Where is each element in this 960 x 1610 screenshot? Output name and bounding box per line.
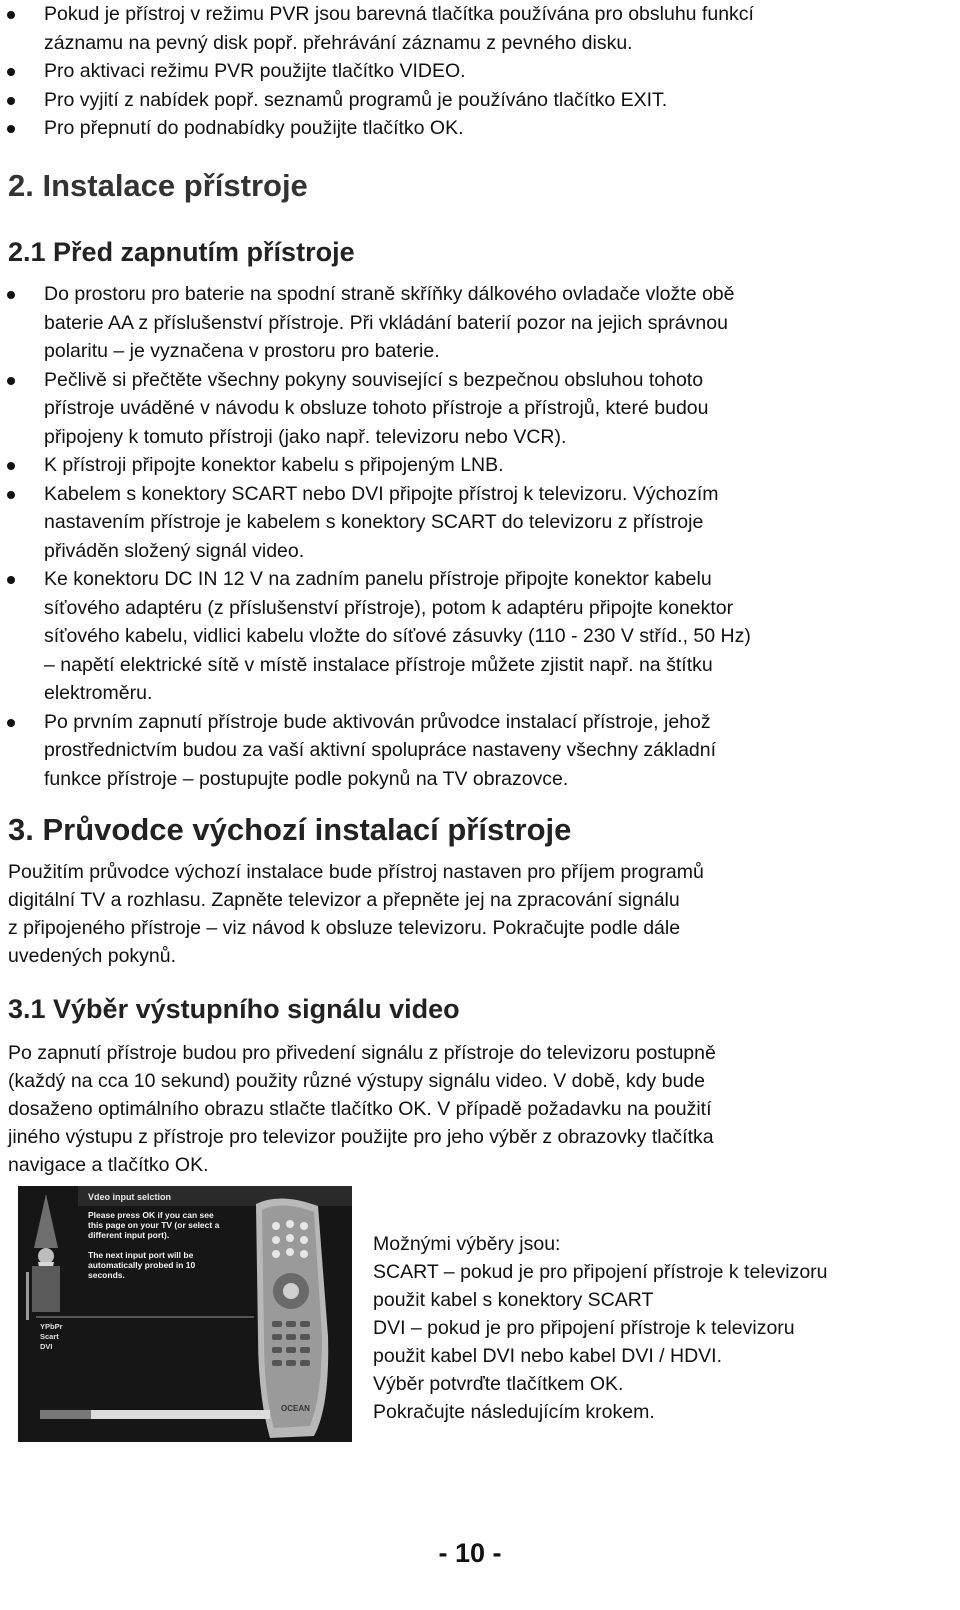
options-line: Možnými výběry jsou: bbox=[373, 1233, 561, 1255]
options-line: použit kabel s konektory SCART bbox=[373, 1289, 654, 1311]
section-heading: 3. Průvodce výchozí instalací přístroje bbox=[8, 812, 572, 847]
tv-probe-text: The next input port will be automatically probed in 10 seconds. bbox=[88, 1250, 196, 1280]
remote-logo: OCEAN bbox=[281, 1404, 310, 1413]
tv-progress-fill bbox=[40, 1410, 91, 1419]
list-item: Pro aktivaci režimu PVR použijte tlačítko VIDEO. bbox=[0, 57, 940, 86]
tv-option-ypbpr: YPbPr bbox=[40, 1322, 63, 1331]
tv-title: Vdeo input selction bbox=[88, 1192, 172, 1202]
tv-progress-bar bbox=[40, 1410, 270, 1419]
list-item: K přístroji připojte konektor kabelu s připojeným LNB. bbox=[0, 451, 940, 480]
options-line: Výběr potvrďte tlačítkem OK. bbox=[373, 1373, 624, 1395]
section-paragraph: Použitím průvodce výchozí instalace bude přístroj nastaven pro příjem programů digitální TV a rozhlasu. Zapněte televizor a přepněte jej na zpracování signálu z připojeného přístroje – viz návod k obsluze televizoru. Pokračujte podle dále uvedených pokynů. bbox=[8, 861, 704, 967]
list-item: Pečlivě si přečtěte všechny pokyny související s bezpečnou obsluhou tohoto přístroje uváděné v návodu k obsluze tohoto přístroje a přístrojů, které budou připojeny k tomuto přístroji (jako např. televizoru nebo VCR). bbox=[0, 366, 940, 452]
section-heading: 2. Instalace přístroje bbox=[8, 168, 308, 203]
tv-screen-image bbox=[18, 1186, 352, 1442]
page-number: - 10 - bbox=[438, 1538, 502, 1568]
subsection-heading: 3.1 Výběr výstupního signálu video bbox=[8, 994, 460, 1024]
list-item: Ke konektoru DC IN 12 V na zadním panelu přístroje připojte konektor kabelu síťového adaptéru (z příslušenství přístroje), potom k adaptéru připojte konektor síťového kabelu, vidlici kabelu vložte do síťové zásuvky (110 - 230 V stříd., 50 Hz) – napětí elektrické sítě v místě instalace přístroje můžete zjistit např. na štítku elektroměru. bbox=[0, 565, 940, 708]
list-item: Pro vyjití z nabídek popř. seznamů programů je používáno tlačítko EXIT. bbox=[0, 86, 940, 115]
list-item: Do prostoru pro baterie na spodní straně skříňky dálkového ovladače vložte obě baterie AA z příslušenství přístroje. Při vkládání baterií pozor na jejich správnou polaritu – je vyznačena v prostoru pro baterie. bbox=[0, 280, 940, 366]
tv-instruction-text: Please press OK if you can see this page on your TV (or select a different input port). bbox=[88, 1210, 220, 1240]
list-item: Kabelem s konektory SCART nebo DVI připojte přístroj k televizoru. Výchozím nastavením přístroje je kabelem s konektory SCART do televizoru z přístroje přiváděn složený signál video. bbox=[0, 480, 940, 566]
options-line: SCART – pokud je pro připojení přístroje k televizoru bbox=[373, 1261, 828, 1283]
remote-control-graphic bbox=[256, 1198, 328, 1438]
tv-option-scart: Scart bbox=[40, 1332, 59, 1341]
options-line: DVI – pokud je pro připojení přístroje k televizoru bbox=[373, 1317, 795, 1339]
tv-option-dvi: DVI bbox=[40, 1342, 53, 1351]
subsection-heading: 2.1 Před zapnutím přístroje bbox=[8, 237, 355, 267]
section-paragraph: Po zapnutí přístroje budou pro přivedení signálu z přístroje do televizoru postupně (každý na cca 10 sekund) použity různé výstupy signálu video. V době, kdy bude dosaženo optimálního obrazu stlačte tlačítko OK. V případě požadavku na použití jiného výstupu z přístroje pro televizor použijte pro jeho výběr z obrazovky tlačítka navigace a tlačítko OK. bbox=[8, 1042, 716, 1176]
list-item: Po prvním zapnutí přístroje bude aktivován průvodce instalací přístroje, jehož prostřednictvím budou za vaší aktivní spolupráce nastaveny všechny základní funkce přístroje – postupujte podle pokynů na TV obrazovce. bbox=[0, 708, 940, 794]
options-line: použit kabel DVI nebo kabel DVI / HDVI. bbox=[373, 1345, 723, 1367]
options-line: Pokračujte následujícím krokem. bbox=[373, 1401, 655, 1423]
options-description bbox=[373, 1230, 943, 1426]
intro-bullet-list bbox=[0, 0, 940, 143]
list-item: Pro přepnutí do podnabídky použijte tlačítko OK. bbox=[0, 114, 940, 143]
setup-bullet-list bbox=[0, 280, 940, 793]
list-item: Pokud je přístroj v režimu PVR jsou barevná tlačítka používána pro obsluhu funkcí záznamu na pevný disk popř. přehrávání záznamu z pevného disku. bbox=[0, 0, 940, 57]
